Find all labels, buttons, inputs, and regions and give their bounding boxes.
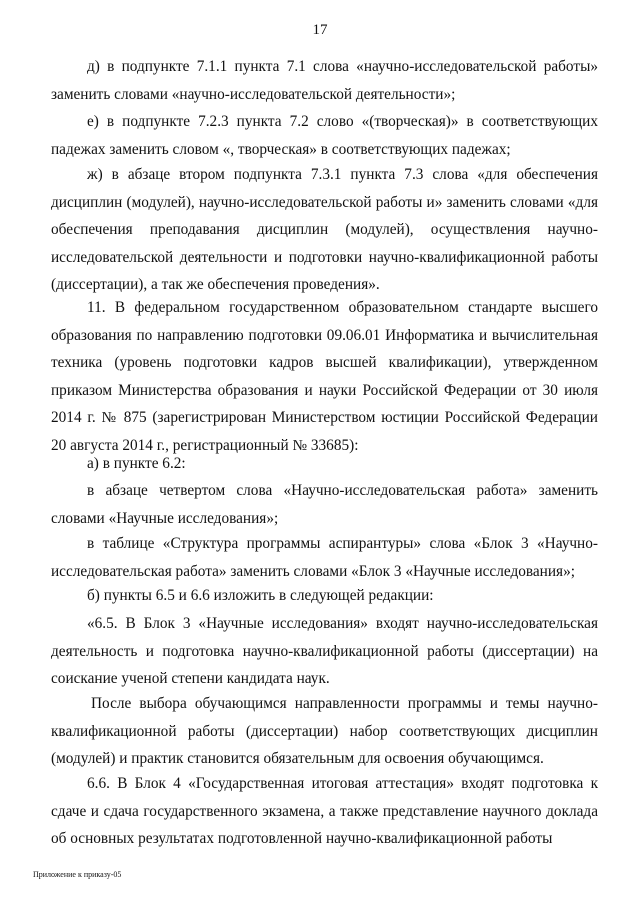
paragraph-table: [51, 530, 598, 585]
paragraph-subitem-d-text: д) в подпункте 7.1.1 пункта 7.1 слова «научно-исследовательской работы» заменить словами «научно-исследовательской деятельности»;: [51, 58, 598, 103]
paragraph-item-11-text: 11. В федеральном государственном образовательном стандарте высшего образования по направлению подготовки 09.06.01 Информатика и вычислительная техника (уровень подготовки кадров высшей квалификации), утвержденном приказом Министерства образования и науки Российской Федерации от 30 июля 2014 г. № 875 (зарегистрирован Министерством юстиции Российской Федерации 20 августа 2014 г., регистрационный № 33685):: [51, 299, 598, 454]
paragraph-subitem-zh-text: ж) в абзаце втором подпункта 7.3.1 пункта 7.3 слова «для обеспечения дисциплин (модулей), научно-исследовательской работы и» заменить словами «для обеспечения преподавания дисциплин (модулей), осуществления научно-исследовательской деятельности и подготовки научно-квалификационной работы (диссертации), а так же обеспечения проведения».: [51, 166, 598, 294]
paragraph-subitem-zh: [51, 161, 598, 299]
page-number: 17: [312, 22, 328, 38]
paragraph-fourth-abzac: [51, 477, 598, 532]
paragraph-subitem-b: [51, 582, 598, 610]
paragraph-6-6: [51, 770, 598, 853]
paragraph-subitem-e-text: е) в подпункте 7.2.3 пункта 7.2 слово «(творческая)» в соответствующих падежах заменить словом «, творческая» в соответствующих падежах;: [51, 113, 598, 158]
paragraph-6-5: [51, 610, 598, 693]
paragraph-after-choice-text: После выбора обучающимся направленности программы и темы научно-квалификационной работы (диссертации) набор соответствующих дисциплин (модулей) и практик становится обязательным для освоения обучающимся.: [51, 695, 598, 768]
paragraph-table-text: в таблице «Структура программы аспирантуры» слова «Блок 3 «Научно-исследовательская работа» заменить словами «Блок 3 «Научные исследования»;: [51, 535, 598, 580]
footer-note: Приложение к приказу-05: [33, 870, 122, 879]
paragraph-subitem-a-text: а) в пункте 6.2:: [87, 455, 186, 472]
paragraph-6-6-text: 6.6. В Блок 4 «Государственная итоговая аттестация» входят подготовка к сдаче и сдача государственного экзамена, а также представление научного доклада об основных результатах подготовленной научно-квалификационной работы: [51, 775, 598, 848]
paragraph-fourth-abzac-text: в абзаце четвертом слова «Научно-исследовательская работа» заменить словами «Научные исследования»;: [51, 482, 598, 527]
paragraph-after-choice: [51, 690, 598, 773]
paragraph-6-5-text: «6.5. В Блок 3 «Научные исследования» входят научно-исследовательская деятельность и подготовка научно-квалификационной работы (диссертации) на соискание ученой степени кандидата наук.: [51, 615, 598, 688]
paragraph-item-11: [51, 294, 598, 460]
paragraph-subitem-e: [51, 108, 598, 163]
paragraph-subitem-a: [51, 450, 598, 478]
paragraph-subitem-d: [51, 53, 598, 108]
paragraph-subitem-b-text: б) пункты 6.5 и 6.6 изложить в следующей редакции:: [87, 587, 434, 604]
